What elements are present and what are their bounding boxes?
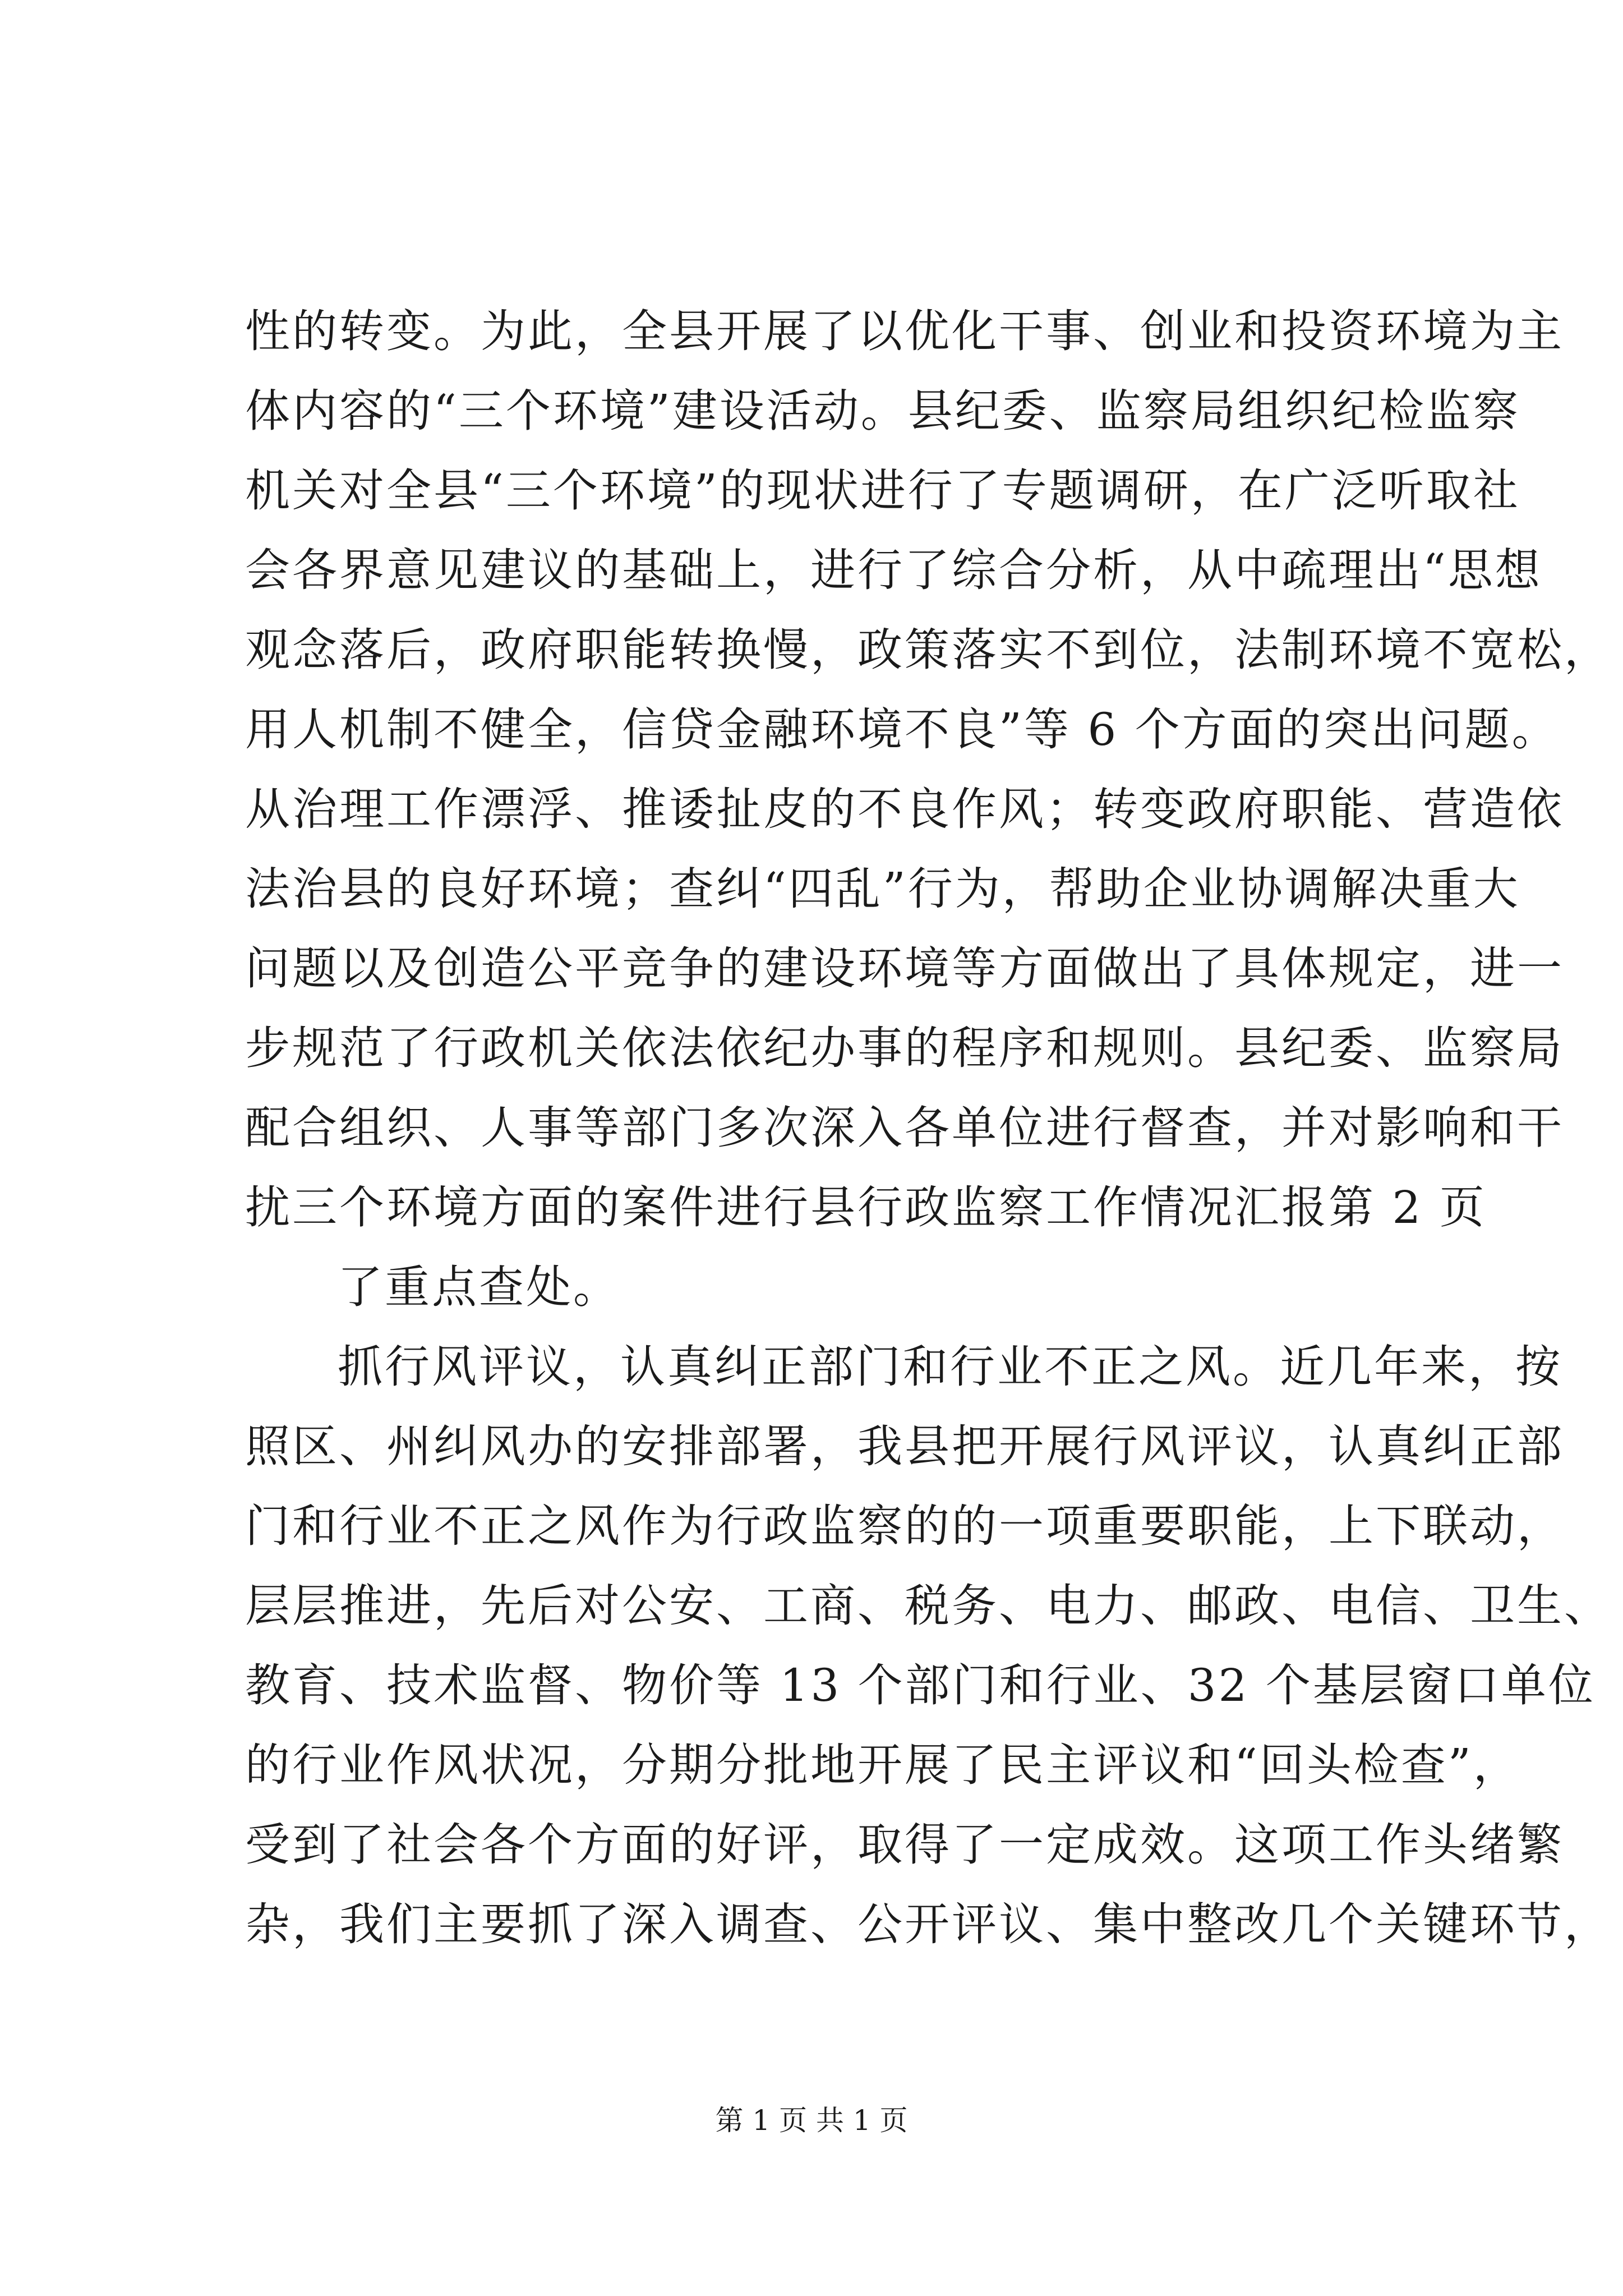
text-line: 门和行业不正之风作为行政监察的的一项重要职能，上下联动， xyxy=(245,1500,1564,1552)
text-line: 会各界意见建议的基础上，进行了综合分析，从中疏理出“思想 xyxy=(245,544,1542,596)
text-line: 用人机制不健全，信贷金融环境不良”等 6 个方面的突出问题。 xyxy=(245,703,1559,756)
text-line: 了重点查处。 xyxy=(338,1261,620,1313)
text-line: 层层推进，先后对公安、工商、税务、电力、邮政、电信、卫生、 xyxy=(245,1580,1611,1632)
text-line: 配合组织、人事等部门多次深入各单位进行督查，并对影响和干 xyxy=(245,1102,1564,1154)
text-line: 法治县的良好环境；查纠“四乱”行为，帮助企业协调解决重大 xyxy=(245,863,1520,915)
text-line: 步规范了行政机关依法依纪办事的程序和规则。县纪委、监察局 xyxy=(245,1022,1564,1074)
text-line: 性的转变。为此，全县开展了以优化干事、创业和投资环境为主 xyxy=(245,305,1564,357)
page-number: 第 1 页 共 1 页 xyxy=(715,2104,908,2137)
text-line: 观念落后，政府职能转换慢，政策落实不到位，法制环境不宽松， xyxy=(245,624,1611,676)
text-line: 教育、技术监督、物价等 13 个部门和行业、32 个基层窗口单位 xyxy=(245,1659,1596,1711)
text-line: 体内容的“三个环境”建设活动。县纪委、监察局组织纪检监察 xyxy=(245,385,1520,437)
body-text xyxy=(245,292,1611,1964)
page-footer xyxy=(0,2101,1623,2140)
text-line: 扰三个环境方面的案件进行县行政监察工作情况汇报第 2 页 xyxy=(245,1181,1487,1234)
text-line: 问题以及创造公平竞争的建设环境等方面做出了具体规定，进一 xyxy=(245,942,1564,995)
text-line: 照区、州纠风办的安排部署，我县把开展行风评议，认真纠正部 xyxy=(245,1420,1564,1473)
text-line: 的行业作风状况，分期分批地开展了民主评议和“回头检查”， xyxy=(245,1739,1520,1791)
text-line: 机关对全县“三个环境”的现状进行了专题调研，在广泛听取社 xyxy=(245,464,1520,517)
text-line: 受到了社会各个方面的好评，取得了一定成效。这项工作头绪繁 xyxy=(245,1819,1564,1871)
text-line: 杂，我们主要抓了深入调查、公开评议、集中整改几个关键环节， xyxy=(245,1898,1611,1950)
text-line: 抓行风评议，认真纠正部门和行业不正之风。近几年来，按 xyxy=(338,1341,1562,1393)
text-line: 从治理工作漂浮、推诿扯皮的不良作风；转变政府职能、营造依 xyxy=(245,783,1564,835)
